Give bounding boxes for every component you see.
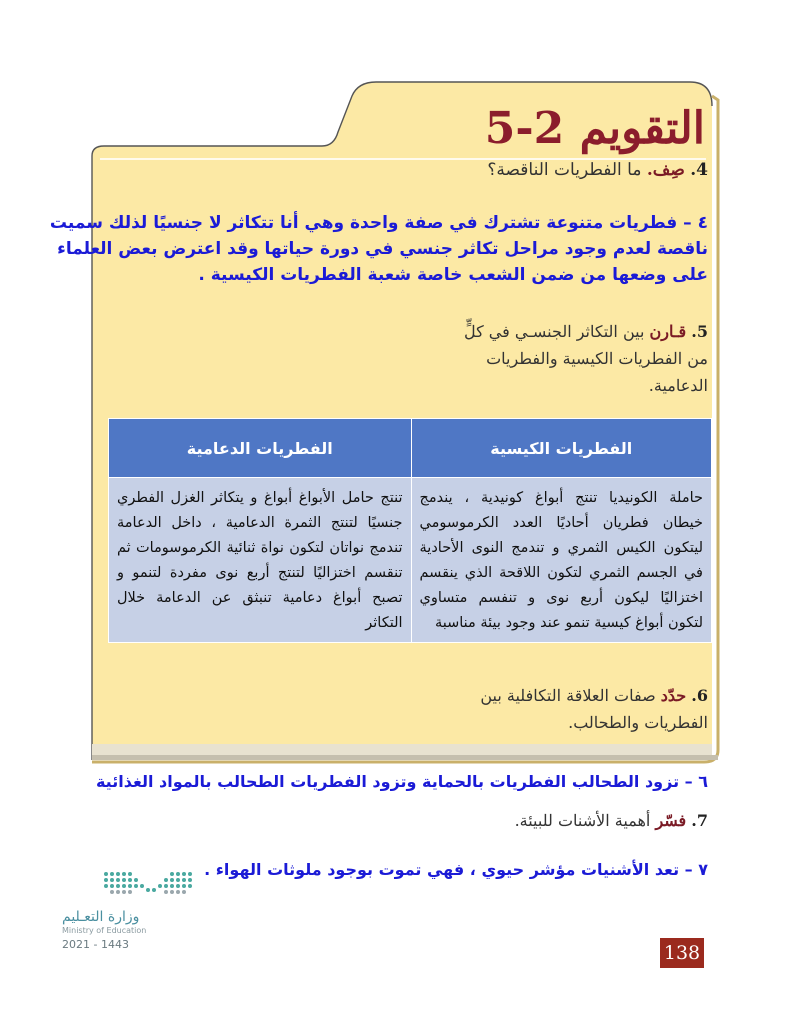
question-text: الفطريات والطحالب. [568, 713, 708, 732]
page-number: 138 [660, 938, 704, 968]
question-text: أهمية الأشنات للبيئة. [514, 811, 651, 830]
question-text: من الفطريات الكيسية والفطريات [486, 349, 708, 368]
question-4 [487, 160, 708, 180]
answer-line: ناقصة لعدم وجود مراحل تكاثر جنسي في دورة حياتها وقد اعترض بعض العلماء [57, 239, 708, 259]
table-cell-ascomycota: حاملة الكونيديا تنتج أبواغ كونيدية ، يندمج خيطان فطريان أحاديًا العدد الكرموسومي ليتكون الكيس الثمري و تندمج النوى الأحادية في الجسم الثمري لتكون اللاقحة الذي ينقسم اختزاليًا ليكون أربع نوى و تنفسم متساوي لتكون أبواغ كيسية تنمو عند وجود بيئة مناسبة [411, 478, 711, 643]
question-text: بين التكاثر الجنسـي في كلٍّ [463, 322, 645, 341]
question-5 [464, 318, 708, 399]
answer-6: ٦ – تزود الطحالب الفطريات بالحماية وتزود الفطريات الطحالب بالمواد الغذائية [95, 772, 708, 791]
question-verb: حدّد [660, 686, 687, 705]
table-cell-basidiomycota: تنتج حامل الأبواغ أبواغ و يتكاثر الغزل الفطري جنسيًا لتنتج الثمرة الدعامية ، داخل الدعامة تندمج نواتان لتكون نواة ثنائية الكرموسومات ثم تنقسم اختزاليًا لتنتج أربع نوى مفردة لتنمو و تصبح أبواغ دعامية تنبثق عن الدعامة خلال التكاثر [109, 478, 412, 643]
question-verb: قـارن [649, 322, 687, 341]
ministry-name-arabic: وزارة التعـليم [62, 909, 140, 925]
table-header: الفطريات الكيسية [411, 419, 711, 478]
question-text: الدعامية. [648, 376, 708, 395]
question-verb: صِف. [646, 160, 685, 180]
question-number: 5. [691, 322, 708, 341]
question-6 [480, 682, 708, 736]
table-row [109, 478, 712, 643]
question-text: صفات العلاقة التكافلية بين [480, 686, 656, 705]
ministry-logo-icon [100, 868, 200, 902]
question-number: 4. [690, 160, 708, 180]
question-7 [515, 811, 708, 830]
ministry-name-english: Ministry of Education [62, 926, 147, 935]
question-verb: فسّر [655, 811, 687, 830]
answer-7: ٧ – تعد الأشنيات مؤشر حيوي ، فهي تموت بوجود ملوثات الهواء . [204, 860, 708, 879]
table-header: الفطريات الدعامية [109, 419, 412, 478]
question-number: 6. [691, 686, 708, 705]
answer-line: على وضعها من ضمن الشعب خاصة شعبة الفطريات الكيسية . [198, 265, 708, 285]
answer-4 [50, 210, 708, 288]
section-title: التقويم 2-5 [484, 103, 705, 154]
comparison-table [108, 418, 712, 643]
table-header-row [109, 419, 712, 478]
answer-line: ٤ – فطريات متنوعة تشترك في صفة واحدة وهي أنا تتكاثر لا جنسيًا لذلك سميت [49, 213, 708, 233]
question-number: 7. [691, 811, 708, 830]
edition-year: 2021 - 1443 [62, 938, 129, 951]
question-text: ما الفطريات الناقصة؟ [487, 160, 642, 180]
